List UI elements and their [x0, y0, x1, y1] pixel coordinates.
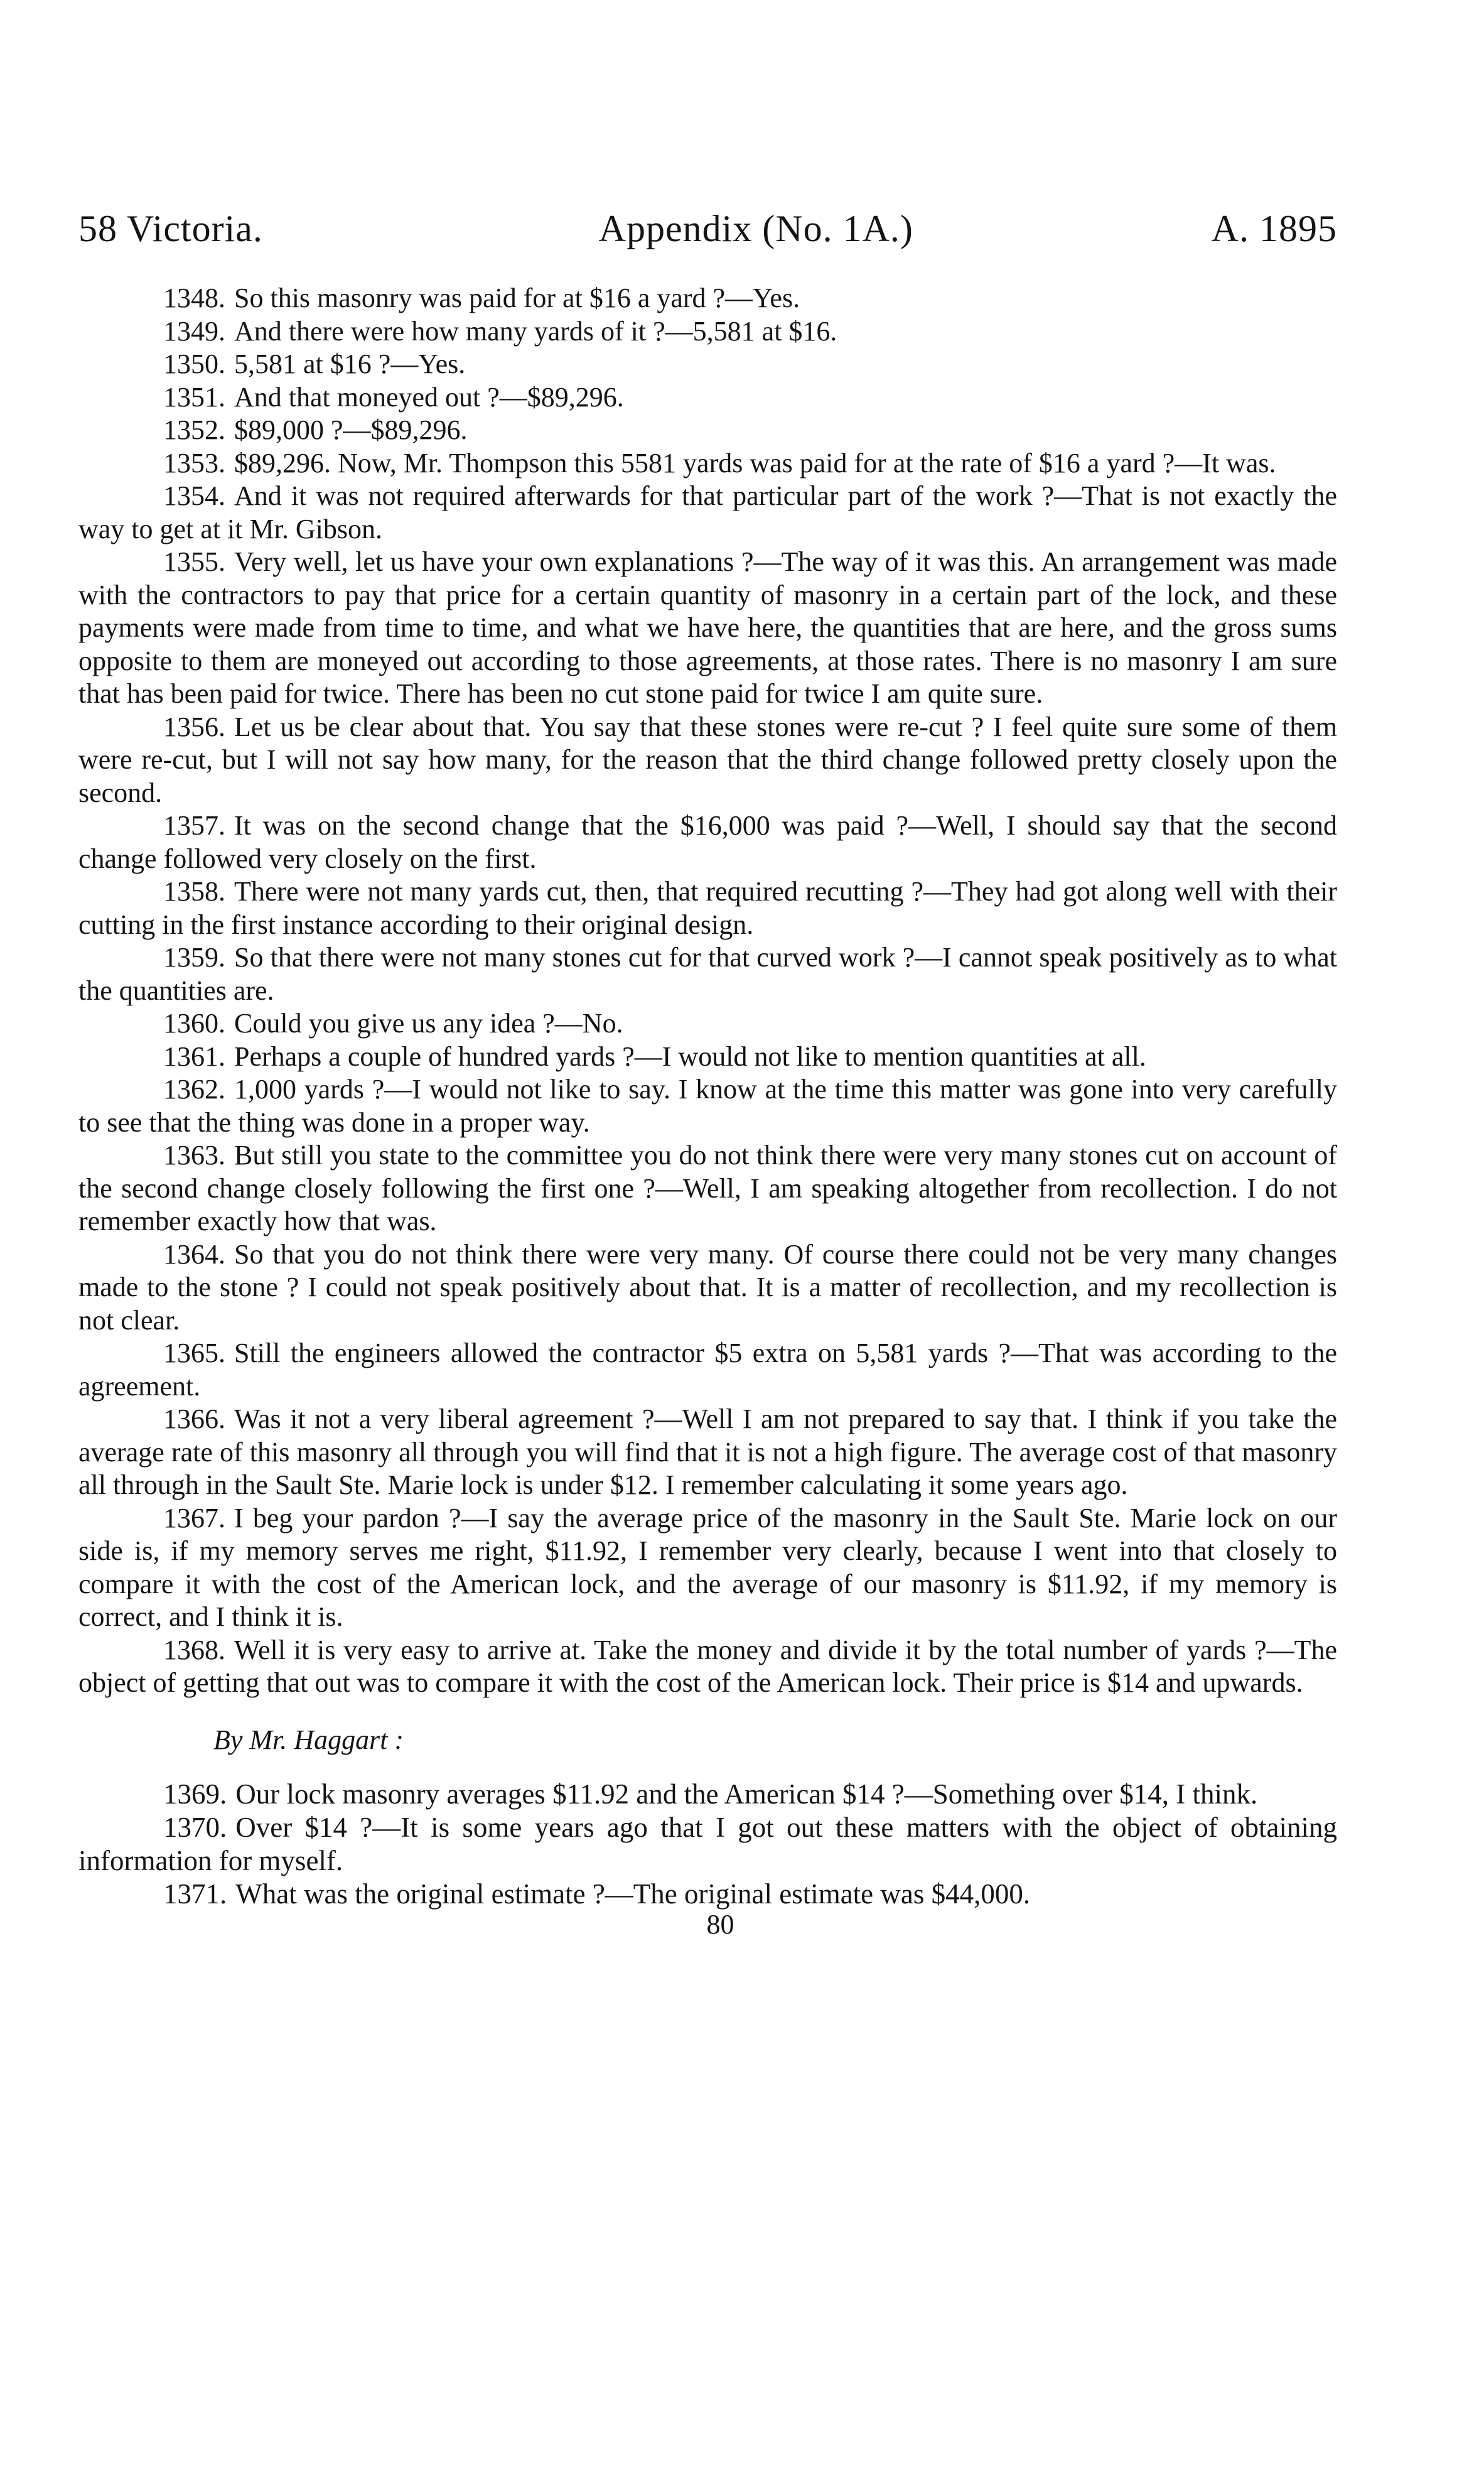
examiner-byline: By Mr. Haggart : — [213, 1724, 404, 1755]
qa-entry-1364: 1364. So that you do not think there were very many. Of course there could not be very many changes made to the stone ? I could not speak positively about that. It is a matter of recollection, and my recollection is not clear. — [78, 1238, 1337, 1336]
document-page — [78, 207, 1337, 1939]
qa-entry-1369: 1369. Our lock masonry averages $11.92 and the American $14 ?—Something over $14, I think. — [163, 1778, 1258, 1810]
qa-entry-1357: 1357. It was on the second change that the $16,000 was paid ?—Well, I should say that the second change followed very closely on the first. — [78, 810, 1337, 874]
page-header — [78, 207, 1337, 251]
qa-entry-1371: 1371. What was the original estimate ?—The original estimate was $44,000. — [163, 1878, 1031, 1910]
testimony-body — [78, 282, 1337, 1700]
qa-entry-1366: 1366. Was it not a very liberal agreement ?—Well I am not prepared to say that. I think if you take the average rate of this masonry all through you will find that it is not a high figure. The average cost of that masonry all through in the Sault Ste. Marie lock is under $12. I remember calculating it some years ago. — [78, 1403, 1337, 1500]
qa-entry-1348: 1348. So this masonry was paid for at $16 a yard ?—Yes. — [163, 283, 800, 313]
qa-entry-1354: 1354. And it was not required afterwards for that particular part of the work ?—That is not exactly the way to get at it Mr. Gibson. — [78, 480, 1337, 544]
qa-entry-1359: 1359. So that there were not many stones cut for that curved work ?—I cannot speak positively as to what the quantities are. — [78, 942, 1337, 1006]
header-year: A. 1895 — [1211, 208, 1337, 249]
qa-entry-1367: 1367. I beg your pardon ?—I say the average price of the masonry in the Sault Ste. Marie lock on our side is, if my memory serves me right, $11.92, I remember very clearly, because I went into that closely to compare it with the cost of the American lock, and the average of our masonry is $11.92, if my memory is correct, and I think it is. — [78, 1502, 1337, 1632]
qa-entry-1358: 1358. There were not many yards cut, then, that required recutting ?—They had got along well with their cutting in the first instance according to their original design. — [78, 876, 1337, 940]
page-number: 80 — [706, 1908, 734, 1940]
qa-entry-1350: 1350. 5,581 at $16 ?—Yes. — [163, 349, 466, 379]
qa-entry-1368: 1368. Well it is very easy to arrive at. Take the money and divide it by the total number of yards ?—The object of getting that out was to compare it with the cost of the American lock. Their price is $14 and upwards. — [78, 1634, 1337, 1698]
qa-entry-1352: 1352. $89,000 ?—$89,296. — [163, 414, 468, 445]
qa-entry-1353: 1353. $89,296. Now, Mr. Thompson this 5581 yards was paid for at the rate of $16 a yard ?—It was. — [163, 447, 1276, 479]
header-appendix: Appendix (No. 1A.) — [598, 208, 913, 249]
qa-entry-1356: 1356. Let us be clear about that. You say that these stones were re-cut ? I feel quite sure some of them were re-cut, but I will not say how many, for the reason that the third change followed pretty closely upon the second. — [78, 711, 1337, 808]
qa-entry-1365: 1365. Still the engineers allowed the contractor $5 extra on 5,581 yards ?—That was according to the agreement. — [78, 1338, 1337, 1402]
qa-entry-1370: 1370. Over $14 ?—It is some years ago that I got out these matters with the object of obtaining information for myself. — [78, 1811, 1337, 1876]
qa-entry-1349: 1349. And there were how many yards of it ?—5,581 at $16. — [163, 315, 837, 347]
qa-entry-1355: 1355. Very well, let us have your own explanations ?—The way of it was this. An arrangement was made with the contractors to pay that price for a certain quantity of masonry in a certain part of the lock, and these payments were made from time to time, and what we have here, the quantities that are here, and the gross sums opposite to them are moneyed out according to those agreements, at those rates. There is no masonry I am sure that has been paid for twice. There has been no cut stone paid for twice I am quite sure. — [78, 546, 1337, 709]
header-session: 58 Victoria. — [78, 208, 263, 249]
qa-entry-1360: 1360. Could you give us any idea ?—No. — [163, 1008, 623, 1039]
qa-entry-1362: 1362. 1,000 yards ?—I would not like to say. I know at the time this matter was gone into very carefully to see that the thing was done in a proper way. — [78, 1074, 1337, 1138]
qa-entry-1363: 1363. But still you state to the committee you do not think there were very many stones cut on account of the second change closely following the first one ?—Well, I am speaking altogether from recollection. I do not remember exactly how that was. — [78, 1140, 1337, 1236]
qa-entry-1351: 1351. And that moneyed out ?—$89,296. — [163, 381, 624, 413]
testimony-body-continued — [78, 1778, 1337, 1911]
qa-entry-1361: 1361. Perhaps a couple of hundred yards ?—I would not like to mention quantities at all. — [163, 1041, 1146, 1072]
